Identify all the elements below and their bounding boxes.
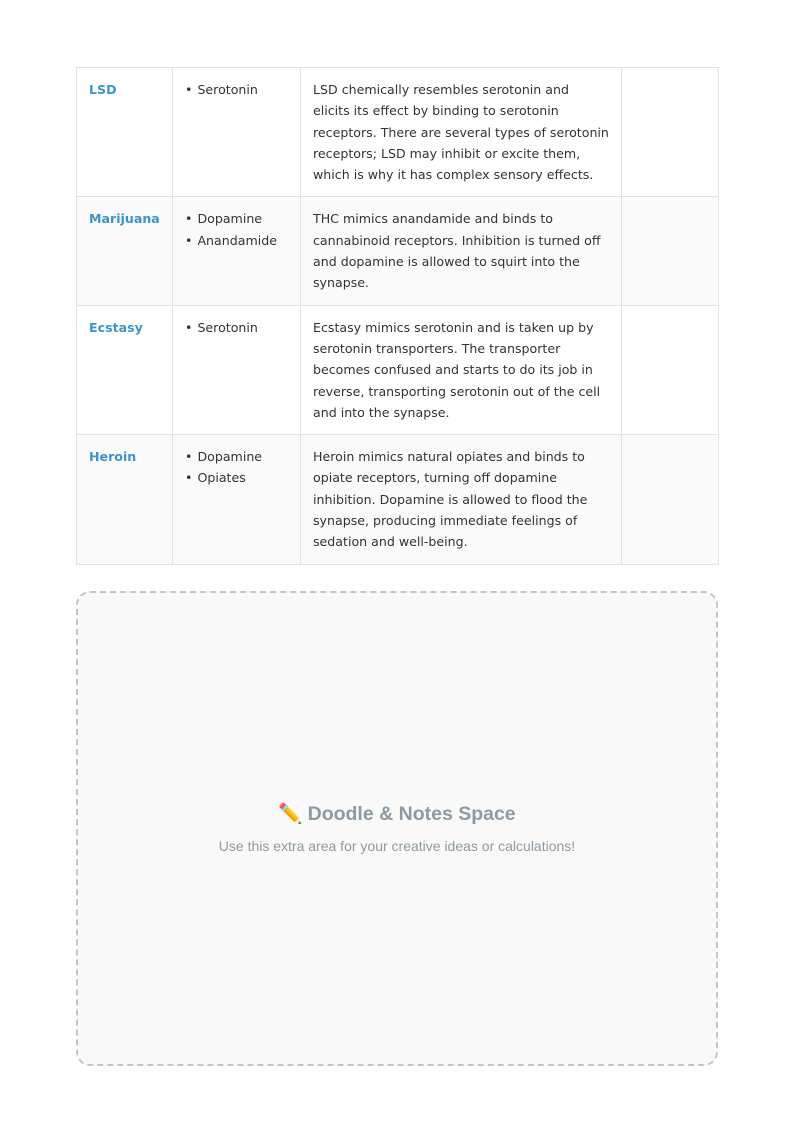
table-row <box>77 435 719 564</box>
drug-name: Marijuana <box>89 211 160 227</box>
table-row <box>77 305 719 434</box>
empty-cell <box>622 435 719 564</box>
drug-description: THC mimics anandamide and binds to cannabinoid receptors. Inhibition is turned off and dopamine is allowed to squirt into the synapse. <box>313 211 601 291</box>
notes-title-text: Doodle & Notes Space <box>307 803 516 825</box>
notes-content <box>78 801 716 855</box>
drug-cell <box>77 435 173 564</box>
neurotransmitter-item: • Serotonin <box>185 79 288 100</box>
neurotransmitter-cell <box>173 305 301 434</box>
neurotransmitter-item: • Dopamine <box>185 208 288 229</box>
neurotransmitter-item: • Serotonin <box>185 317 288 338</box>
empty-cell <box>622 68 719 197</box>
neurotransmitter-item: • Dopamine <box>185 446 288 467</box>
notes-subtitle: Use this extra area for your creative ideas or calculations! <box>218 838 576 854</box>
description-cell <box>301 305 622 434</box>
drug-name: Ecstasy <box>89 319 143 335</box>
drug-name: LSD <box>89 82 117 97</box>
description-cell <box>301 435 622 564</box>
drug-effects-table <box>76 67 719 565</box>
empty-cell <box>622 305 719 434</box>
empty-cell <box>622 197 719 305</box>
table-row <box>77 68 719 197</box>
neurotransmitter-cell <box>173 68 301 197</box>
doodle-notes-area[interactable] <box>76 591 718 1066</box>
drug-cell <box>77 68 173 197</box>
drug-description: Ecstasy mimics serotonin and is taken up by serotonin transporters. The transporter becomes confused and starts to do its job in reverse, transporting serotonin out of the cell and into the synapse. <box>313 319 601 420</box>
description-cell <box>301 197 622 305</box>
neurotransmitter-cell <box>173 197 301 305</box>
drug-cell <box>77 197 173 305</box>
drug-description: LSD chemically resembles serotonin and elicits its effect by binding to serotonin receptors. There are several types of serotonin receptors; LSD may inhibit or excite them, which is why it has complex sensory effects. <box>313 82 609 183</box>
description-cell <box>301 68 622 197</box>
pencil-icon: ✏️ <box>278 803 303 825</box>
drug-name: Heroin <box>89 449 137 465</box>
neurotransmitter-item: • Anandamide <box>185 230 288 251</box>
neurotransmitter-cell <box>173 435 301 564</box>
table-row <box>77 197 719 305</box>
notes-title <box>78 801 716 827</box>
neurotransmitter-item: • Opiates <box>185 467 288 488</box>
drug-description: Heroin mimics natural opiates and binds to opiate receptors, turning off dopamine inhibition. Dopamine is allowed to flood the synapse, producing immediate feelings of sedation and well-being. <box>313 449 588 550</box>
drug-cell <box>77 305 173 434</box>
